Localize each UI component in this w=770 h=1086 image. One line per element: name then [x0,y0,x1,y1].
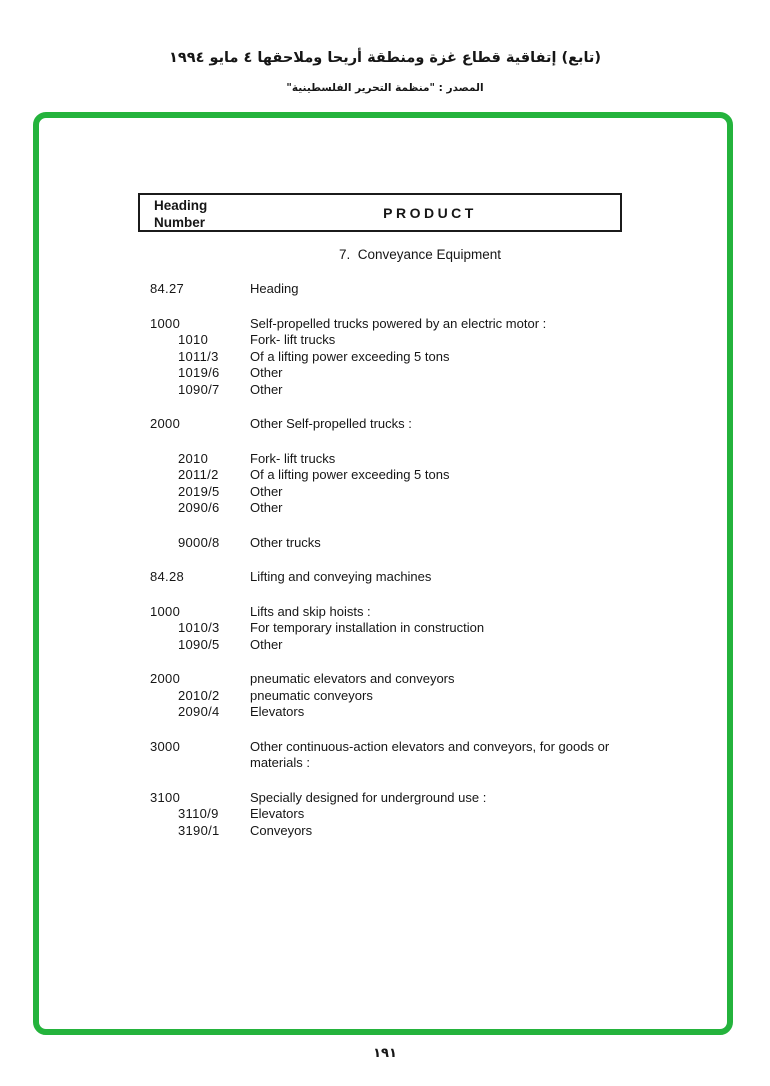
table-row [150,500,620,517]
heading-number-cell: 2000 [150,671,181,686]
product-cell: Self-propelled trucks powered by an electric motor : [250,315,547,331]
product-cell: Other [250,500,283,515]
heading-number-cell: 1011/3 [178,348,219,364]
table-row [150,790,620,807]
row-group [150,451,620,517]
table-row [150,349,620,366]
table-row [150,316,620,333]
product-cell: Other [250,483,283,499]
heading-number-cell: 2090/6 [178,500,220,515]
product-column-header: PRODUCT [383,204,477,221]
table-row [150,688,620,705]
row-group [150,604,620,654]
table-row [150,739,620,772]
heading-number-cell: 1000 [150,315,181,331]
table-row [150,416,620,433]
product-cell: For temporary installation in construction [250,620,485,635]
product-cell: pneumatic elevators and conveyors [250,671,455,686]
heading-number-cell: 3110/9 [178,806,219,821]
table-row [150,823,620,840]
table-row [150,806,620,823]
heading-number-cell: 2010 [178,450,209,466]
table-row [150,671,620,688]
row-group [150,739,620,772]
product-cell: Other trucks [250,534,321,550]
heading-number-cell: 3000 [150,738,181,754]
heading-number-cell: 1090/5 [178,636,220,652]
table-row [150,467,620,484]
product-cell: Other Self-propelled trucks : [250,416,412,431]
product-cell: Heading [250,281,299,296]
product-cell: Of a lifting power exceeding 5 tons [250,467,450,482]
product-cell: Fork- lift trucks [250,450,336,466]
heading-number-cell: 2011/2 [178,467,219,482]
page-number: ١٩١ [373,1046,397,1061]
product-cell: Specially designed for underground use : [250,789,487,805]
heading-number-cell: 9000/8 [178,534,220,550]
heading-number-cell: 1000 [150,603,181,619]
product-cell: Fork- lift trucks [250,332,336,347]
table-header-row [138,193,622,232]
heading-number-cell: 1010 [178,332,209,347]
heading-number-cell: 1019/6 [178,365,220,380]
product-table-body [150,281,620,857]
product-cell: Other continuous-action elevators and conveyors, for goods or materials : [250,738,610,770]
table-row [150,281,620,298]
product-cell: Elevators [250,704,305,719]
heading-number-cell: 84.28 [150,569,185,584]
row-group [150,671,620,721]
row-group [150,790,620,840]
product-cell: Elevators [250,806,305,821]
table-row [150,332,620,349]
table-row [150,382,620,399]
arabic-agreement-title: (تابع) إتفاقية قطاع غزة ومنطقة أريحا وملاحقها ٤ مايو ١٩٩٤ [169,50,601,66]
table-row [150,365,620,382]
heading-number-cell: 84.27 [150,281,185,296]
product-cell: Lifting and conveying machines [250,569,432,584]
row-group [150,416,620,433]
table-row [150,484,620,501]
heading-number-cell: 3100 [150,789,181,805]
heading-number-cell: 1090/7 [178,381,220,397]
product-cell: Other [250,365,283,380]
table-row [150,451,620,468]
row-group [150,281,620,298]
product-cell: Of a lifting power exceeding 5 tons [250,348,450,364]
heading-number-cell: 2019/5 [178,483,220,499]
table-row [150,704,620,721]
section-title: 7. Conveyance Equipment [338,247,502,262]
table-row [150,569,620,586]
table-row [150,535,620,552]
product-cell: Lifts and skip hoists : [250,603,371,619]
product-cell: Conveyors [250,822,313,838]
table-row [150,637,620,654]
row-group [150,316,620,399]
product-cell: Other [250,636,283,652]
heading-number-column-header: Heading Number [154,198,208,230]
heading-number-cell: 1010/3 [178,620,220,635]
arabic-source-line: المصدر : "منظمة التحرير الفلسطينية" [286,82,484,94]
row-group [150,569,620,586]
heading-number-cell: 2010/2 [178,687,220,703]
product-cell: Other [250,381,283,397]
row-group [150,535,620,552]
heading-number-cell: 2000 [150,416,181,431]
table-row [150,620,620,637]
heading-number-cell: 2090/4 [178,704,220,719]
heading-number-cell: 3190/1 [178,822,220,838]
table-row [150,604,620,621]
product-cell: pneumatic conveyors [250,687,373,703]
